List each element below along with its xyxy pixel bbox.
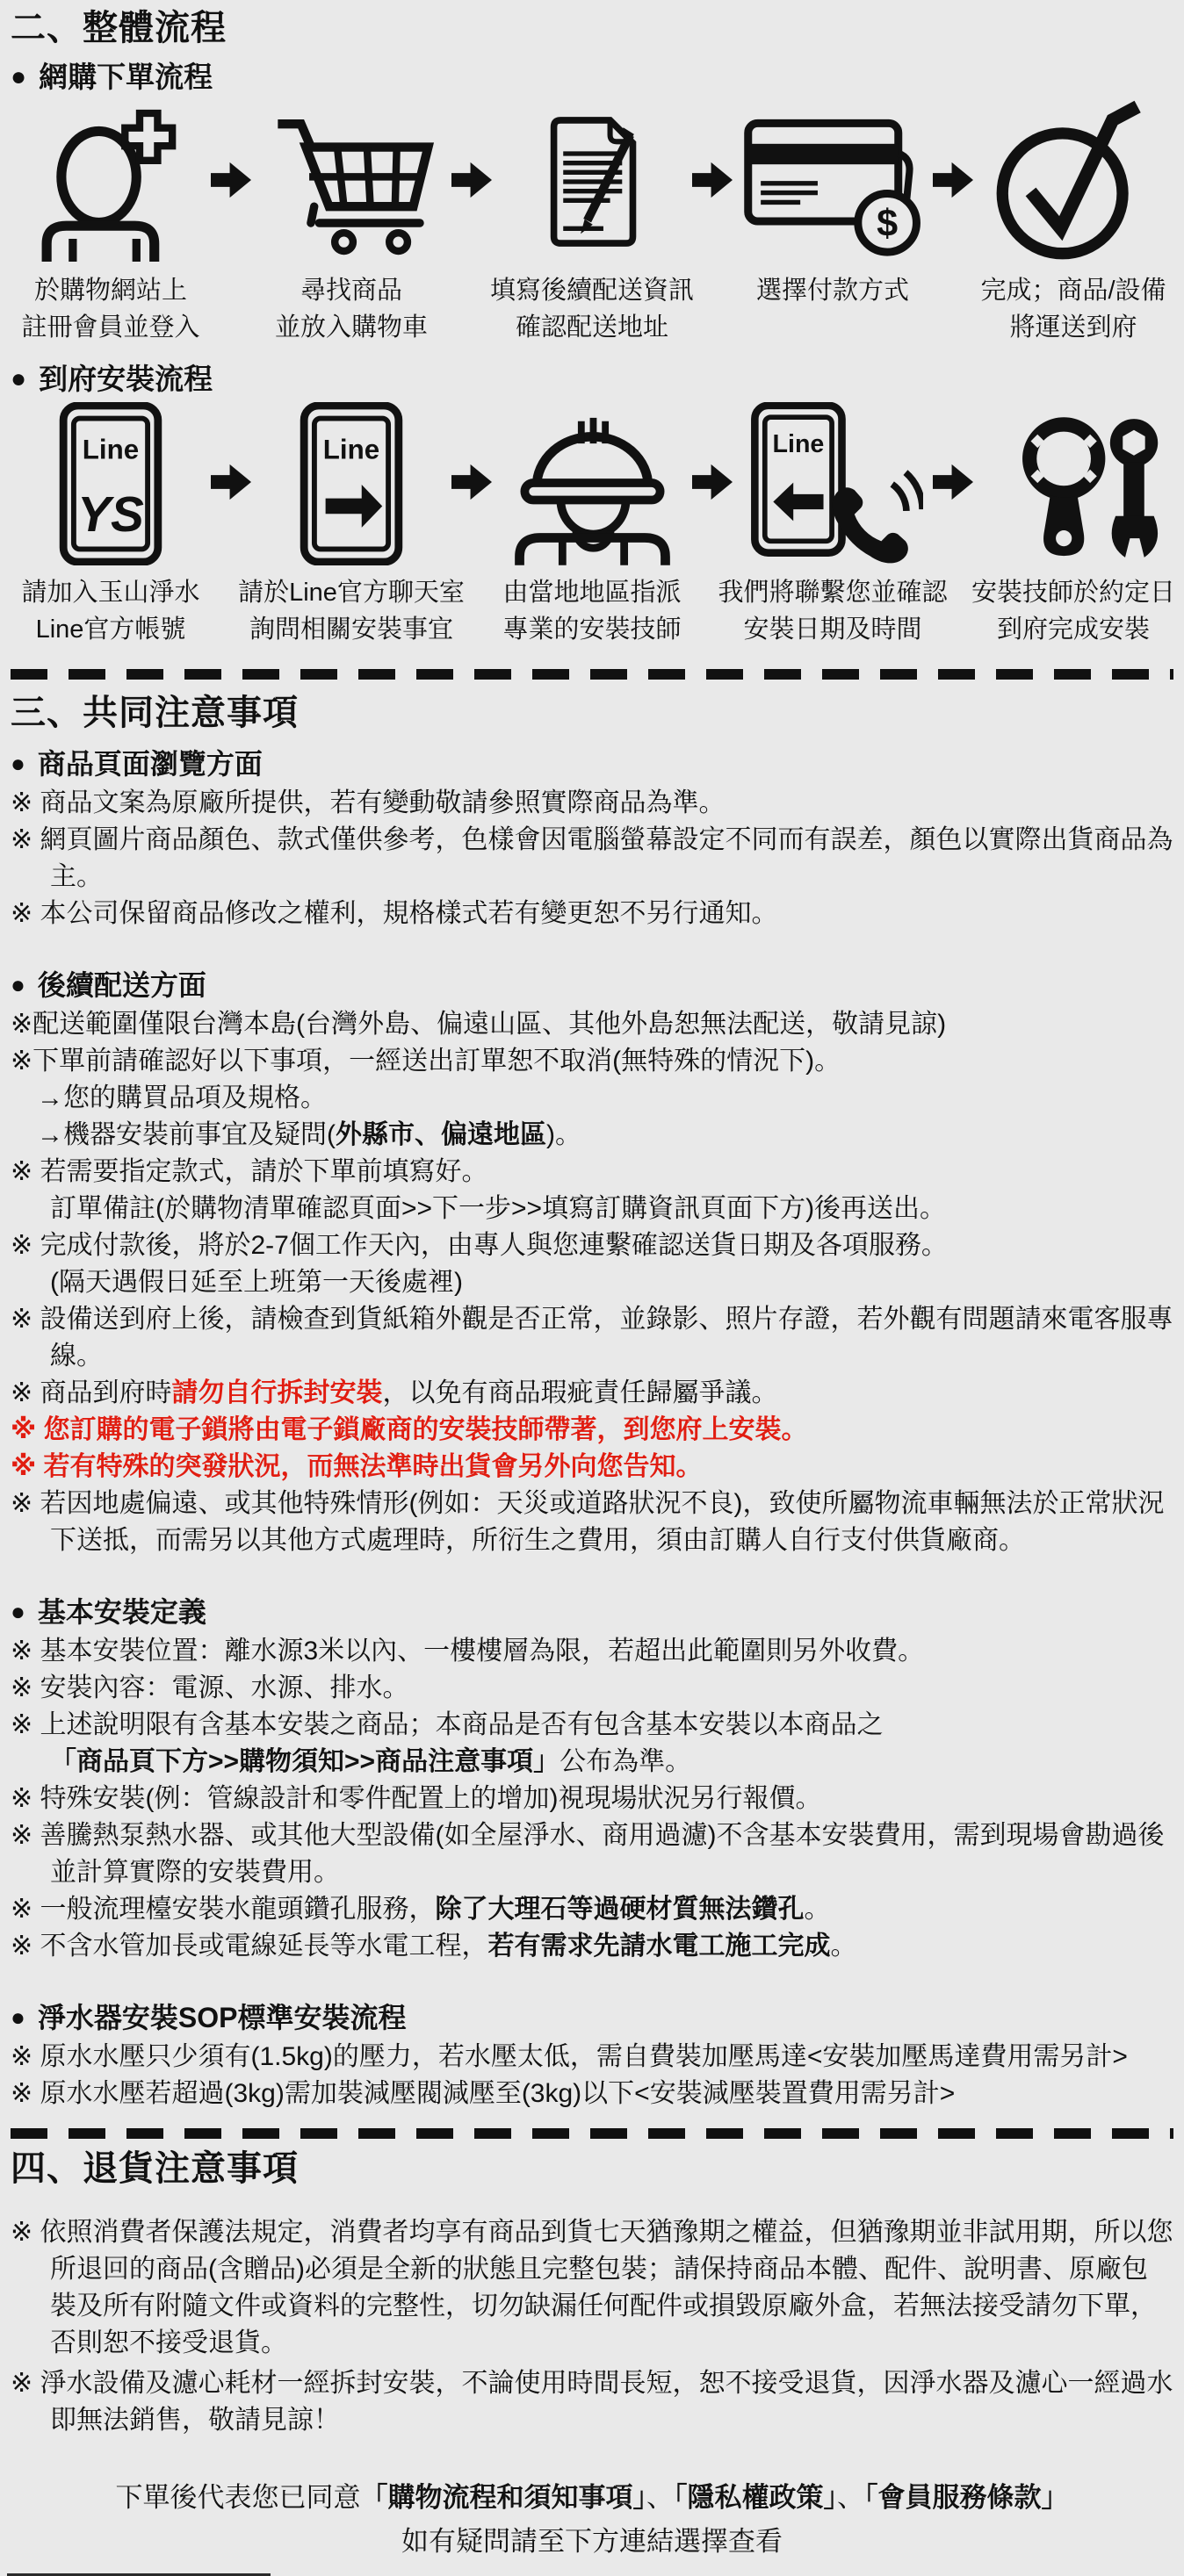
bold-text: 若有需求先請水電工施工完成	[487, 1932, 831, 1961]
text-segment: 。	[830, 1932, 857, 1961]
caption-line: 選擇付款方式	[755, 277, 909, 305]
note-line	[11, 1191, 1173, 1227]
bold-text: 「商品頁下方>>購物須知>>商品注意事項」	[50, 1747, 560, 1776]
text-segment: 公布為準。	[560, 1747, 692, 1776]
phone-line-ys-icon	[59, 400, 162, 567]
caption-line: 於購物網站上	[33, 277, 187, 305]
flow-step	[973, 98, 1173, 346]
check-complete-icon	[985, 98, 1161, 265]
svg-text:Line: Line	[82, 434, 140, 465]
note-line	[11, 1781, 1173, 1817]
section-common-notes	[11, 692, 1173, 2112]
caption-line: 到府完成安裝	[997, 615, 1151, 644]
text-segment: 。	[804, 1895, 831, 1924]
svg-text:$: $	[876, 203, 898, 246]
credit-card-icon	[734, 98, 932, 265]
flow-arrow-icon	[451, 155, 492, 205]
text-segment: 、	[837, 2482, 864, 2513]
bullet-icon: ●	[11, 364, 27, 393]
note-line	[11, 1449, 1173, 1486]
step-caption	[490, 272, 694, 346]
note-line	[11, 2039, 1173, 2076]
step-caption	[238, 574, 465, 648]
return-note-line	[11, 2365, 1173, 2439]
flow-heading	[11, 58, 1173, 97]
text-segment: ※ 若因地處偏遠、或其他特殊情形(例如：天災或道路狀況不良)，致使所屬物流車輛無法於正常狀況下送抵，而需另以其他方式處理時，所衍生之費用，須由訂購人自行支付供貨廠商。	[11, 1489, 1165, 1555]
note-line	[11, 1486, 1173, 1559]
document-pencil-icon	[522, 98, 662, 265]
tools-icon	[988, 400, 1159, 567]
text-segment: ※ 安裝內容：電源、水源、排水。	[11, 1673, 409, 1702]
flow-step	[971, 400, 1176, 648]
shopping-cart-icon	[264, 98, 439, 265]
text-segment: →您的購買品項及規格。	[37, 1083, 327, 1112]
bullet-icon: ●	[11, 2004, 25, 2031]
text-segment: ※配送範圍僅限台灣本島(台灣外島、偏遠山區、其他外島恕無法配送，敬請見諒)	[11, 1010, 947, 1039]
section-return-notes	[11, 2148, 1173, 2564]
caption-line: 專業的安裝技師	[502, 615, 682, 644]
flow-step	[733, 98, 933, 309]
flow-arrow-icon	[211, 155, 251, 205]
step-caption	[275, 272, 428, 346]
caption-line: 由當地地區指派	[502, 579, 682, 607]
bold-text: 外縣市、偏遠地區	[336, 1120, 546, 1149]
text-segment: ※ 不含水管加長或電線延長等水電工程，	[11, 1932, 488, 1961]
section-overall-process	[11, 7, 1176, 648]
caption-line: 請於Line官方聊天室	[238, 579, 465, 607]
text-segment: ※ 設備送到府上後，請檢查到貨紙箱外觀是否正常，並錄影、照片存證，若外觀有問題請來電客服專線。	[11, 1305, 1173, 1371]
text-segment: ※ 完成付款後，將於2-7個工作天內，由專人與您連繫確認送貨日期及各項服務。	[11, 1231, 948, 1260]
caption-line: 請加入玉山淨水	[21, 579, 200, 607]
note-group-heading	[11, 1998, 1173, 2037]
process-flows	[11, 58, 1176, 648]
bold-text: 「會員服務條款」	[864, 2482, 1069, 2513]
text-segment: ※ 商品到府時	[11, 1378, 172, 1407]
installer-icon	[502, 400, 682, 567]
text-segment: ※ 網頁圖片商品顏色、款式僅供參考，色樣會因電腦螢幕設定不同而有誤差，顏色以實際出貨商品為主。	[11, 825, 1173, 891]
highlighted-red-text: ※ 若有特殊的突發狀況，而無法準時出貨會另外向您告知。	[11, 1452, 703, 1481]
note-group	[11, 745, 1173, 932]
bold-text: 除了大理石等過硬材質無法鑽孔	[435, 1895, 805, 1924]
return-notes-body	[11, 2214, 1173, 2439]
note-line	[11, 1264, 1173, 1301]
common-notes-title: 三、共同注意事項	[11, 694, 299, 732]
note-group-heading-label: 基本安裝定義	[37, 1596, 206, 1628]
agreement-footer	[11, 2476, 1173, 2564]
note-line	[11, 1043, 1173, 1080]
caption-line: 尋找商品	[300, 277, 402, 305]
install-flow	[11, 360, 1176, 648]
flow-row	[11, 98, 1173, 346]
text-segment: )。	[546, 1120, 581, 1149]
common-notes-body	[11, 745, 1173, 2112]
note-group-heading	[11, 745, 1173, 783]
user-register-icon	[25, 98, 197, 265]
caption-line: 並放入購物車	[274, 313, 428, 342]
bold-text: 「購物流程和須知事項」	[360, 2482, 646, 2513]
flow-step	[251, 98, 451, 346]
flow-step	[11, 98, 211, 346]
step-caption	[718, 574, 948, 648]
caption-line: 安裝日期及時間	[743, 615, 922, 644]
step-caption	[980, 272, 1166, 346]
note-line	[11, 1707, 1173, 1744]
flow-step	[238, 400, 465, 648]
text-segment: ※ 一般流理檯安裝水龍頭鑽孔服務，	[11, 1895, 436, 1924]
dashed-divider	[11, 669, 1173, 680]
text-segment: ※ 商品文案為原廠所提供，若有變動敬請參照實際商品為準。	[11, 788, 726, 817]
flow-heading	[11, 360, 1173, 399]
note-group-heading-label: 商品頁面瀏覽方面	[37, 748, 263, 780]
return-note-line	[11, 2214, 1173, 2362]
text-segment: ※下單前請確認好以下事項，一經送出訂單恕不取消(無特殊的情況下)。	[11, 1047, 841, 1076]
note-group-heading-label: 後續配送方面	[37, 969, 206, 1001]
caption-line: 我們將聯繫您並確認	[718, 579, 948, 607]
text-segment: ※ 淨水設備及濾心耗材一經拆封安裝，不論使用時間長短，恕不接受退貨，因淨水器及濾心一經過水即無法銷售，敬請見諒！	[11, 2369, 1173, 2435]
phone-line-call-icon	[743, 400, 923, 567]
text-segment: ※ 原水水壓若超過(3kg)需加裝減壓閥減壓至(3kg)以下<安裝減壓裝置費用需另計>	[11, 2079, 956, 2108]
flow-heading-label: 到府安裝流程	[39, 363, 213, 395]
step-caption	[21, 272, 199, 346]
footer-hint-line	[11, 2520, 1173, 2564]
text-segment: 如有疑問請至下方連結選擇查看	[401, 2526, 783, 2557]
bullet-icon: ●	[11, 750, 25, 777]
note-group-heading-label: 淨水器安裝SOP標準安裝流程	[37, 2002, 407, 2033]
bullet-icon: ●	[11, 971, 25, 998]
flow-step	[11, 400, 211, 648]
flow-arrow-icon	[451, 457, 492, 507]
flow-step	[718, 400, 948, 648]
step-caption	[756, 272, 909, 309]
caption-line: 填寫後續配送資訊	[490, 277, 695, 305]
note-line	[11, 2076, 1173, 2112]
phone-line-chat-icon	[300, 400, 403, 567]
flow-arrow-icon	[692, 155, 733, 205]
agreement-line	[11, 2476, 1173, 2520]
dashed-divider	[11, 2128, 1173, 2139]
step-caption	[502, 574, 681, 648]
note-line	[11, 1006, 1173, 1043]
flow-arrow-icon	[933, 155, 973, 205]
text-segment: 、	[646, 2482, 674, 2513]
note-group-heading	[11, 966, 1173, 1004]
caption-line: 註冊會員並登入	[21, 313, 200, 342]
overall-process-title: 二、整體流程	[11, 9, 227, 47]
note-line	[11, 1412, 1173, 1449]
flow-arrow-icon	[211, 457, 251, 507]
note-line	[11, 1817, 1173, 1891]
note-line	[11, 1744, 1173, 1781]
note-group-heading	[11, 1593, 1173, 1631]
note-group	[11, 1998, 1173, 2112]
flow-arrow-icon	[692, 457, 733, 507]
note-line	[11, 1891, 1173, 1928]
order-flow	[11, 58, 1173, 346]
note-group	[11, 1593, 1173, 1965]
highlighted-red-text: 請勿自行拆封安裝	[171, 1378, 383, 1407]
flow-row	[11, 400, 1176, 648]
text-segment: →機器安裝前事宜及疑問(	[37, 1120, 336, 1149]
text-segment: ※ 本公司保留商品修改之權利，規格樣式若有變更恕不另行通知。	[11, 899, 778, 928]
note-line	[11, 822, 1173, 896]
text-segment: 下單後代表您已同意	[115, 2482, 361, 2513]
caption-line: 安裝技師於約定日	[971, 579, 1176, 607]
flow-arrow-icon	[933, 457, 973, 507]
text-segment: ※ 善騰熱泵熱水器、或其他大型設備(如全屋淨水、商用過濾)不含基本安裝費用，需到現場會勘過後並計算實際的安裝費用。	[11, 1821, 1165, 1887]
flow-step	[490, 98, 695, 346]
svg-text:Line: Line	[322, 434, 380, 465]
text-segment: ※ 上述說明限有含基本安裝之商品；本商品是否有包含基本安裝以本商品之	[11, 1710, 884, 1739]
note-line	[11, 1080, 1173, 1117]
bold-text: 「隱私權政策」	[674, 2482, 837, 2513]
note-line	[11, 896, 1173, 932]
note-line	[11, 785, 1173, 822]
flow-heading-label: 網購下單流程	[39, 61, 213, 93]
note-group	[11, 966, 1173, 1559]
note-line	[11, 1670, 1173, 1707]
svg-text:Line: Line	[772, 430, 824, 459]
step-caption	[971, 574, 1175, 648]
caption-line: 將運送到府	[1009, 313, 1137, 342]
text-segment: ※ 若需要指定款式，請於下單前填寫好。	[11, 1157, 488, 1186]
caption-line: 完成；商品/設備	[980, 277, 1166, 305]
text-segment: ※ 特殊安裝(例：管線設計和零件配置上的增加)視現場狀況另行報價。	[11, 1784, 822, 1813]
note-line	[11, 1117, 1173, 1154]
note-line	[11, 1928, 1173, 1965]
flow-step	[492, 400, 692, 648]
note-line	[11, 1375, 1173, 1412]
bullet-icon: ●	[11, 1598, 25, 1625]
caption-line: 詢問相關安裝事宜	[249, 615, 453, 644]
text-segment: ※ 原水水壓只少須有(1.5kg)的壓力，若水壓太低，需自費裝加壓馬達<安裝加壓馬達費用需另計>	[11, 2042, 1128, 2071]
highlighted-red-text: ※ 您訂購的電子鎖將由電子鎖廠商的安裝技師帶著，到您府上安裝。	[11, 1415, 808, 1444]
step-caption	[21, 574, 199, 648]
note-line	[11, 1154, 1173, 1191]
caption-line: 確認配送地址	[516, 313, 669, 342]
return-notes-title: 四、退貨注意事項	[11, 2149, 299, 2188]
text-segment: 訂單備註(於購物清單確認頁面>>下一步>>填寫訂購資訊頁面下方)後再送出。	[50, 1194, 947, 1223]
note-line	[11, 1301, 1173, 1375]
text-segment: (隔天遇假日延至上班第一天後處裡)	[50, 1268, 463, 1297]
caption-line: Line官方帳號	[35, 615, 186, 644]
text-segment: ※ 依照消費者保護法規定，消費者均享有商品到貨七天猶豫期之權益，但猶豫期並非試用期，所以您所退回的商品(含贈品)必須是全新的狀態且完整包裝；請保持商品本體、配件、說明書、原廠包裝及所有附隨文件或資料的完整性，切勿缺漏任何配件或損毀原廠外盒，若無法接受請勿下單，否則恕不接受退貨。	[11, 2218, 1173, 2357]
text-segment: ，以免有商品瑕疵責任歸屬爭議。	[382, 1378, 778, 1407]
svg-text:YS: YS	[77, 486, 144, 543]
note-line	[11, 1633, 1173, 1670]
note-line	[11, 1227, 1173, 1264]
text-segment: ※ 基本安裝位置：離水源3米以內、一樓樓層為限，若超出此範圍則另外收費。	[11, 1637, 925, 1666]
bullet-icon: ●	[11, 62, 27, 91]
